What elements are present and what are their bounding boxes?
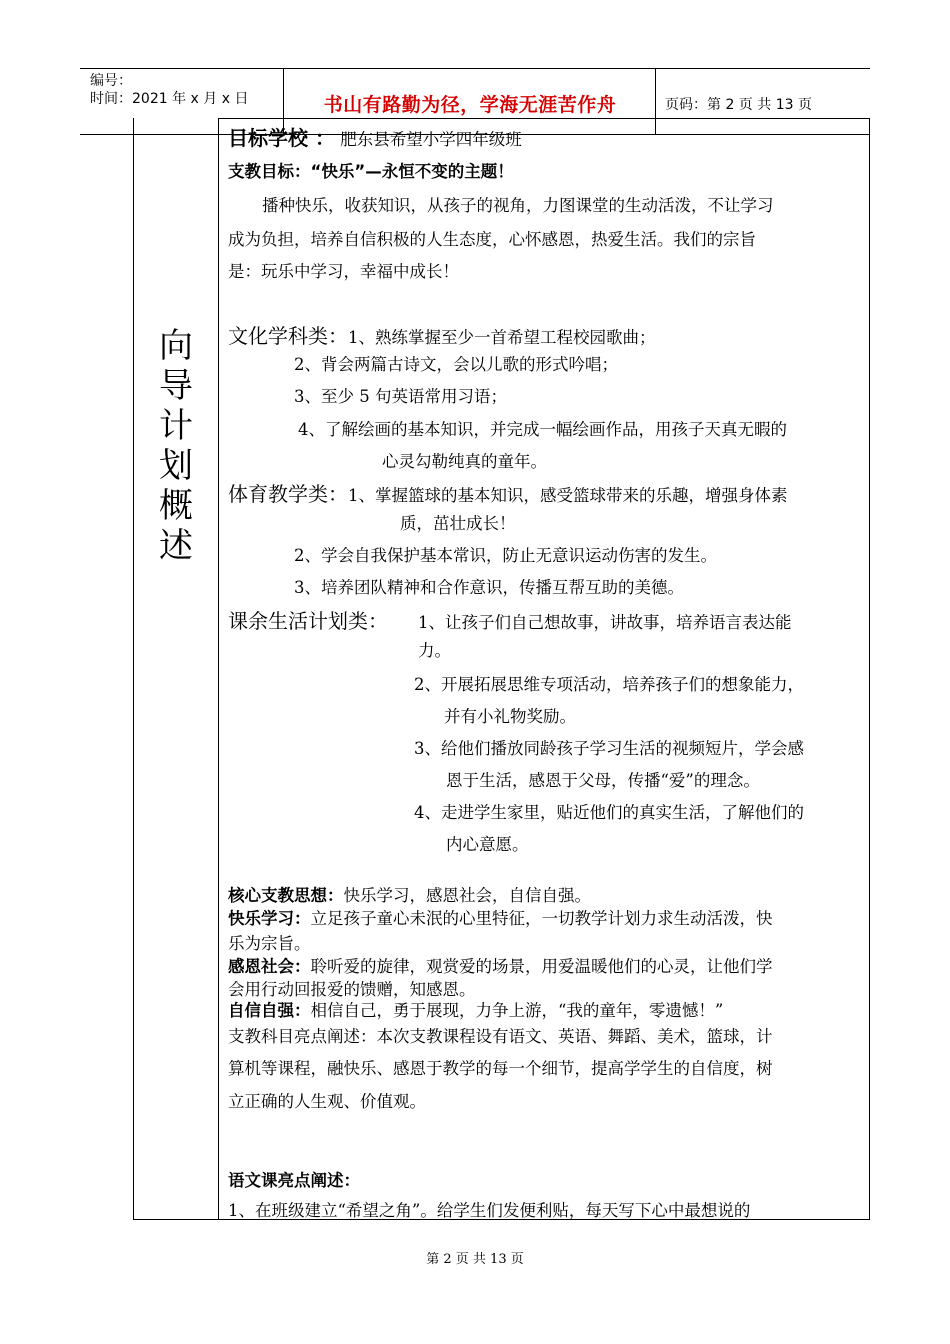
pe-item-1: 体育教学类：1、掌握篮球的基本知识，感受篮球带来的乐趣，增强身体素 bbox=[228, 482, 788, 506]
happy-learning-label: 快乐学习： bbox=[228, 909, 311, 928]
core-idea-line: 核心支教思想：快乐学习，感恩社会，自信自强。 bbox=[228, 886, 591, 905]
life-label: 课余生活计划类： bbox=[228, 609, 388, 633]
subjects-line: 支教科目亮点阐述：本次支教课程设有语文、英语、舞蹈、美术，篮球，计 bbox=[228, 1027, 773, 1046]
pe-item-3: 3、培养团队精神和合作意识，传播互帮互助的美德。 bbox=[294, 578, 684, 597]
target-school-line bbox=[228, 122, 522, 151]
life-item-4-cont: 内心意愿。 bbox=[446, 835, 529, 854]
chinese-highlight-item-1: 1、在班级建立“希望之角”。给学生们发便利贴，每天写下心中最想说的 bbox=[228, 1201, 751, 1220]
page-footer: 第 2 页 共 13 页 bbox=[426, 1252, 524, 1267]
grateful-cont: 会用行动回报爱的馈赠，知感恩。 bbox=[228, 980, 476, 999]
subjects-line: 算机等课程，融快乐、感恩于教学的每一个细节，提高学学生的自信度，树 bbox=[228, 1059, 773, 1078]
section-title-char: 向 bbox=[159, 326, 193, 366]
subjects-line: 立正确的人生观、价值观。 bbox=[228, 1092, 426, 1111]
life-item-1: 课余生活计划类： 1、让孩子们自己想故事，讲故事，培养语言表达能 bbox=[228, 609, 792, 633]
goal-paragraph-line: 播种快乐，收获知识，从孩子的视角，力图课堂的生动活泼，不让学习 bbox=[262, 196, 774, 215]
culture-item-4-cont: 心灵勾勒纯真的童年。 bbox=[382, 452, 547, 471]
pe-label: 体育教学类： bbox=[228, 482, 348, 506]
happy-learning-cont: 乐为宗旨。 bbox=[228, 934, 311, 953]
goal-line bbox=[228, 158, 514, 182]
culture-item-2: 2、背会两篇古诗文，会以儿歌的形式吟唱； bbox=[294, 355, 618, 374]
header-page-info: 页码：第 2 页 共 13 页 bbox=[665, 97, 812, 113]
confident-label: 自信自强： bbox=[228, 1001, 311, 1020]
culture-item-4: 4、了解绘画的基本知识，并完成一幅绘画作品，用孩子天真无暇的 bbox=[298, 420, 787, 439]
section-title-char: 计 bbox=[159, 406, 193, 446]
section-title-char: 述 bbox=[159, 526, 193, 566]
header-meta bbox=[90, 72, 248, 108]
header-top-rule bbox=[80, 68, 870, 69]
document-number: 编号： bbox=[90, 73, 132, 89]
life-item-3: 3、给他们播放同龄孩子学习生活的视频短片，学会感 bbox=[414, 739, 804, 758]
life-item-4: 4、走进学生家里，贴近他们的真实生活，了解他们的 bbox=[414, 803, 804, 822]
confident-line: 自信自强：相信自己，勇于展现，力争上游，“我的童年，零遗憾！” bbox=[228, 1001, 724, 1020]
section-title-char: 划 bbox=[159, 446, 193, 486]
culture-item-3: 3、至少 5 句英语常用习语； bbox=[294, 387, 507, 406]
goal-paragraph-line: 是：玩乐中学习，幸福中成长！ bbox=[228, 262, 459, 281]
section-title-char: 概 bbox=[159, 486, 193, 526]
pe-item-2: 2、学会自我保护基本常识，防止无意识运动伤害的发生。 bbox=[294, 546, 717, 565]
target-school-label: 目标学校 ： bbox=[228, 126, 335, 150]
chinese-highlight-label: 语文课亮点阐述： bbox=[228, 1171, 360, 1190]
table-column-divider bbox=[218, 118, 219, 1219]
goal-paragraph-line: 成为负担，培养自信积极的人生态度，心怀感恩，热爱生活。我们的宗旨 bbox=[228, 230, 756, 249]
section-title-char: 导 bbox=[159, 366, 193, 406]
table-top-rule bbox=[218, 118, 869, 119]
life-item-2: 2、开展拓展思维专项活动，培养孩子们的想象能力， bbox=[414, 675, 804, 694]
culture-item-1: 文化学科类：1、熟练掌握至少一首希望工程校园歌曲； bbox=[228, 324, 656, 348]
core-idea-label: 核心支教思想： bbox=[228, 886, 344, 905]
life-item-3-cont: 恩于生活，感恩于父母，传播“爱”的理念。 bbox=[446, 771, 760, 790]
grateful-label: 感恩社会： bbox=[228, 957, 311, 976]
happy-learning-line: 快乐学习：立足孩子童心未泯的心里特征，一切教学计划力求生动活泼，快 bbox=[228, 909, 773, 928]
goal-value: “快乐”—永恒不变的主题！ bbox=[310, 162, 514, 181]
pe-item-1-cont: 质，茁壮成长！ bbox=[400, 514, 516, 533]
grateful-line: 感恩社会：聆听爱的旋律，观赏爱的场景，用爱温暖他们的心灵，让他们学 bbox=[228, 957, 773, 976]
life-item-1-cont: 力。 bbox=[418, 641, 451, 660]
header-motto: 书山有路勤为径，学海无涯苦作舟 bbox=[323, 94, 617, 116]
target-school-value: 肥东县希望小学四年级班 bbox=[340, 130, 522, 149]
culture-label: 文化学科类： bbox=[228, 324, 348, 348]
goal-label: 支教目标： bbox=[228, 162, 311, 181]
life-item-2-cont: 并有小礼物奖励。 bbox=[444, 707, 576, 726]
section-title-vertical bbox=[148, 326, 204, 566]
document-date: 时间：2021 年 x 月 x 日 bbox=[90, 91, 249, 107]
